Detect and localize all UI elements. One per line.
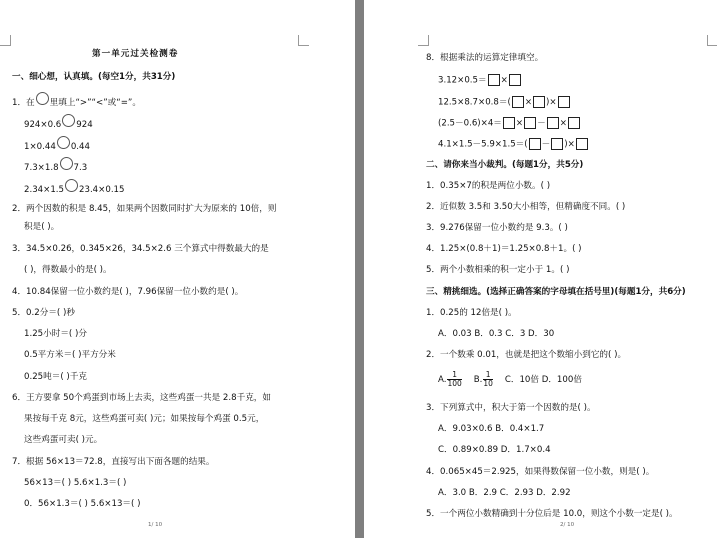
answer-box[interactable] xyxy=(529,138,541,150)
margin-corner-top-right xyxy=(707,35,717,46)
question-8-a: 3.12×0.5＝ × xyxy=(438,74,522,87)
compare-left: 7.3×1.8 xyxy=(24,163,59,173)
question-2-line-2: 积是( )。 xyxy=(24,222,60,232)
choice-1-options: A．0.03 B．0.3 C．3 D．30 xyxy=(438,329,555,339)
page-gap xyxy=(355,0,364,538)
question-2-line-1: 2．两个因数的积是 8.45，如果两个因数同时扩大为原来的 10倍，则 xyxy=(12,204,277,214)
fraction-one-tenth xyxy=(483,371,493,388)
question-8: 8．根据乘法的运算定律填空。 xyxy=(426,53,544,63)
answer-box[interactable] xyxy=(568,117,580,129)
judge-4: 4．1.25×(0.8＋1)＝1.25×0.8＋1。( ) xyxy=(426,244,582,254)
choice-3-options-row-2: C．0.89×0.89 D．1.7×0.4 xyxy=(438,445,551,455)
section-2-heading: 二、请你来当小裁判。(每题1分，共5分) xyxy=(426,160,584,170)
compare-row-2 xyxy=(24,140,90,153)
choice-4-options: A．3.0 B．2.9 C．2.93 D．2.92 xyxy=(438,488,571,498)
question-6-line-2: 果按每千克 8元，这些鸡蛋可卖( )元；如果按每个鸡蛋 0.5元， xyxy=(24,414,265,424)
question-4: 4．10.84保留一位小数约是( )，7.96保留一位小数约是( )。 xyxy=(12,287,244,297)
question-1 xyxy=(12,96,141,109)
margin-corner-top-left xyxy=(418,35,429,46)
question-6-line-3: 这些鸡蛋可卖( )元。 xyxy=(24,435,103,445)
answer-box[interactable] xyxy=(512,96,524,108)
choice-5: 5．一个两位小数精确到十分位后是 10.0，则这个小数一定是( )。 xyxy=(426,509,678,519)
choice-3: 3．下列算式中，积大于第一个因数的是( )。 xyxy=(426,403,596,413)
option-b-label: B. xyxy=(473,375,483,385)
judge-3: 3．9.276保留一位小数约是 9.3。( ) xyxy=(426,223,568,233)
compare-right: 924 xyxy=(76,120,93,130)
question-5-b: 0.5平方米＝( )平方分米 xyxy=(24,350,116,360)
question-8-b: 12.5×8.7×0.8＝( × )× xyxy=(438,96,571,109)
question-6-line-1: 6．王方要拿 50个鸡蛋到市场上去卖，这些鸡蛋一共是 2.8千克，如 xyxy=(12,393,271,403)
question-1-prefix: 1．在 xyxy=(12,98,35,108)
exam-title: 第一单元过关检测卷 xyxy=(92,49,179,59)
choice-3-options-row-1: A．9.03×0.6 B．0.4×1.7 xyxy=(438,424,545,434)
expression: (2.5－0.6)×4＝ xyxy=(438,118,502,129)
answer-box[interactable] xyxy=(576,138,588,150)
question-3-line-1: 3．34.5×0.26，0.345×26，34.5×2.6 三个算式中得数最大的是 xyxy=(12,244,269,254)
answer-circle[interactable] xyxy=(36,92,49,105)
expression: 12.5×8.7×0.8＝( xyxy=(438,97,511,108)
section-1-heading: 一、细心想，认真填。(每空1分，共31分) xyxy=(12,72,176,82)
compare-row-3 xyxy=(24,161,87,174)
fraction-denominator: 10 xyxy=(483,379,493,388)
judge-5: 5．两个小数相乘的积一定小于 1。( ) xyxy=(426,265,570,275)
compare-right: 23.4×0.15 xyxy=(79,185,125,195)
answer-box[interactable] xyxy=(558,96,570,108)
choice-4: 4．0.065×45＝2.925，如果得数保留一位小数，则是( )。 xyxy=(426,467,655,477)
answer-box[interactable] xyxy=(488,74,500,86)
compare-left: 2.34×1.5 xyxy=(24,185,65,195)
section-3-heading: 三、精挑细选。(选择正确答案的字母填在括号里)(每题1分，共6分) xyxy=(426,287,686,297)
choice-2-options xyxy=(438,371,582,389)
option-a-label: A. xyxy=(438,375,447,385)
fraction-one-hundredth xyxy=(447,371,461,388)
answer-box[interactable] xyxy=(547,117,559,129)
question-5-c: 0.25吨＝( )千克 xyxy=(24,372,87,382)
compare-row-4 xyxy=(24,183,125,196)
answer-box[interactable] xyxy=(524,117,536,129)
question-8-d: 4.1×1.5－5.9×1.5＝( － )× xyxy=(438,138,589,151)
margin-corner-top-right xyxy=(298,35,309,46)
answer-box[interactable] xyxy=(509,74,521,86)
compare-right: 0.44 xyxy=(70,142,90,152)
expression: 3.12×0.5＝ xyxy=(438,75,487,86)
question-5-a: 1.25小时＝( )分 xyxy=(24,329,87,339)
answer-box[interactable] xyxy=(533,96,545,108)
options-c-d: C．10倍 D．100倍 xyxy=(504,375,582,385)
margin-corner-top-left xyxy=(0,35,11,46)
question-7: 7．根据 56×13＝72.8，直接写出下面各题的结果。 xyxy=(12,457,215,467)
page-number: 2/ 10 xyxy=(560,522,575,528)
expression: 4.1×1.5－5.9×1.5＝( xyxy=(438,139,528,150)
question-5: 5．0.2分＝( )秒 xyxy=(12,308,75,318)
answer-box[interactable] xyxy=(503,117,515,129)
answer-circle[interactable] xyxy=(62,114,75,127)
question-8-c: (2.5－0.6)×4＝ × － × xyxy=(438,117,581,130)
choice-1: 1．0.25的 12倍是( )。 xyxy=(426,308,517,318)
page-number: 1/ 10 xyxy=(148,522,163,528)
answer-circle[interactable] xyxy=(60,157,73,170)
question-3-line-2: ( )，得数最小的是( )。 xyxy=(24,265,112,275)
fraction-denominator: 100 xyxy=(447,379,462,388)
question-1-tail: 里填上“>”“<”或“=”。 xyxy=(49,98,141,108)
judge-1: 1．0.35×7的积是两位小数。( ) xyxy=(426,181,551,191)
fraction-numerator: 1 xyxy=(447,371,461,380)
page-1 xyxy=(0,0,355,538)
question-7-a: 56×13＝( ) 5.6×1.3＝( ) xyxy=(24,478,127,488)
compare-left: 1×0.44 xyxy=(24,142,56,152)
answer-box[interactable] xyxy=(551,138,563,150)
compare-row-1 xyxy=(24,118,93,131)
answer-circle[interactable] xyxy=(57,136,70,149)
question-7-b: 0．56×1.3＝( ) 5.6×13＝( ) xyxy=(24,499,141,509)
judge-2: 2．近似数 3.5和 3.50大小相等，但精确度不同。( ) xyxy=(426,202,626,212)
fraction-numerator: 1 xyxy=(483,371,493,380)
choice-2: 2．一个数乘 0.01，也就是把这个数缩小到它的( )。 xyxy=(426,350,627,360)
compare-right: 7.3 xyxy=(73,163,88,173)
page-2 xyxy=(364,0,717,538)
answer-circle[interactable] xyxy=(65,179,78,192)
compare-left: 924×0.6 xyxy=(24,120,62,130)
